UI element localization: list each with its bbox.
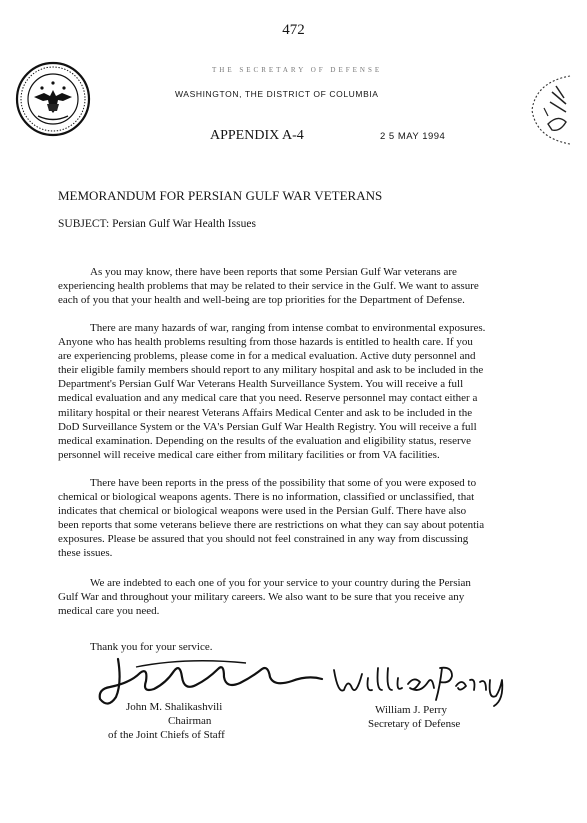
paragraph-1: [58, 265, 549, 307]
text-line: personnel will receive medical care either from military facilities or from VA facilities.: [58, 448, 440, 461]
signatory-name: John M. Shalikashvili: [126, 701, 223, 713]
text-line: DoD Surveillance System or the VA's Persian Gulf War Health Registry. You will receive a full: [58, 420, 477, 433]
signatory-title: of the Joint Chiefs of Staff: [108, 729, 225, 741]
text-line: medical care you need.: [58, 605, 160, 618]
signatory-title: Chairman: [168, 715, 212, 727]
paragraph-3: [58, 476, 549, 561]
memorandum-heading: MEMORANDUM FOR PERSIAN GULF WAR VETERANS: [58, 188, 383, 203]
text-line: indicates that chemical or biological weapons were used in the Persian Gulf. There have also: [58, 505, 467, 518]
text-line: There are many hazards of war, ranging from intense combat to environmental exposures.: [90, 322, 486, 334]
appendix-label: APPENDIX A-4: [210, 128, 304, 143]
text-line: experiencing health problems that may be related to their service in the Gulf. We want to assure: [58, 280, 479, 293]
text-line: There have been reports in the press of the possibility that some of you were exposed to: [90, 477, 477, 489]
perry-signature: [330, 660, 508, 710]
signatory-title: Secretary of Defense: [368, 718, 461, 730]
corner-stamp-icon: [514, 72, 574, 148]
text-line: each of you that your health and well-being are top priorities for the Department of Defense.: [58, 294, 465, 307]
text-line: their eligible family members should report to any military hospital and ask to be included in the: [58, 364, 484, 377]
text-line: been reports that some veterans believe there are restrictions on what they can say about potentia: [58, 519, 485, 532]
text-line: medical examination. Depending on the results of the evaluation and eligibility status, reserve: [58, 434, 471, 447]
text-line: As you may know, there have been reports that some Persian Gulf War veterans are: [90, 266, 457, 278]
signatory-name: William J. Perry: [375, 704, 447, 716]
text-line: military hospital or their nearest Veterans Affairs Medical Center and ask to be included in the: [58, 406, 473, 419]
text-line: exposures. Please be assured that you should not feel constrained in any way from discussing: [58, 533, 469, 546]
text-line: Gulf War and throughout your military careers. We also want to be sure that you receive any: [58, 591, 465, 604]
text-line: medical evaluation and any medical care that you need. Reserve personnel may contact either a: [58, 392, 478, 405]
department-of-defense-seal-icon: [14, 60, 92, 138]
text-line: We are indebted to each one of you for your service to your country during the Persian: [90, 577, 471, 589]
date-stamp: 2 5 MAY 1994: [380, 131, 446, 142]
text-line: Anyone who has health problems resulting from those hazards is entitled to health care. If you: [58, 336, 473, 349]
location-line: WASHINGTON, THE DISTRICT OF COLUMBIA: [175, 89, 379, 99]
paragraph-4: [58, 576, 549, 618]
page-number: 472: [282, 22, 305, 38]
text-line: are experiencing problems, please come in for a medical evaluation. Active duty personnel and: [58, 350, 476, 363]
text-line: Department's Persian Gulf War Veterans Health Surveillance System. You will receive a full: [58, 378, 464, 391]
text-line: these issues.: [58, 547, 113, 560]
paragraph-2: [58, 321, 549, 462]
department-heading: THE SECRETARY OF DEFENSE: [212, 66, 383, 74]
text-line: chemical or biological weapons agents. There is no information, classified or unclassified, that: [58, 491, 475, 504]
subject-line: SUBJECT: Persian Gulf War Health Issues: [58, 218, 256, 230]
closing-line: Thank you for your service.: [90, 641, 213, 653]
